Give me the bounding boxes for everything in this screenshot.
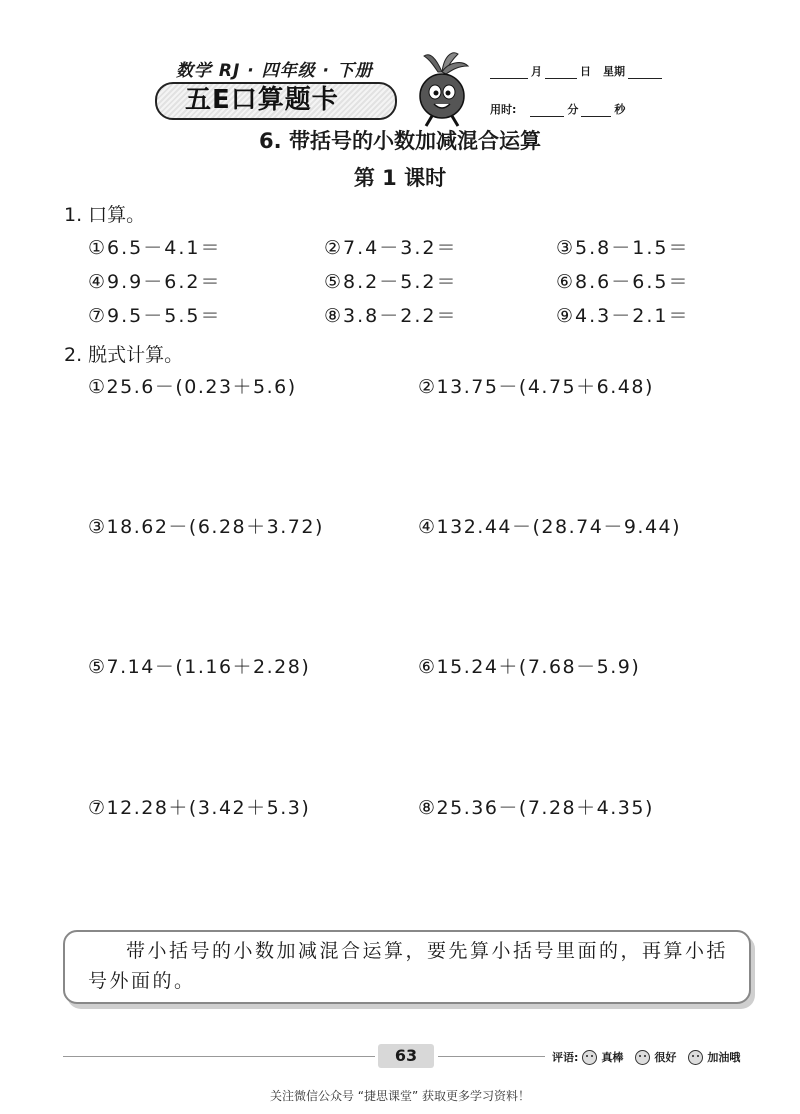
time-fields <box>490 101 625 117</box>
oral-item: ③5.8－1.5＝ <box>556 237 690 259</box>
oral-item: ⑤8.2－5.2＝ <box>324 271 458 293</box>
calc-item: ①25.6－(0.23＋5.6) <box>88 376 297 398</box>
oral-item: ⑥8.6－6.5＝ <box>556 271 690 293</box>
lesson-title: 第 1 课时 <box>353 166 447 190</box>
footer-note: 关注微信公众号 “捷思课堂” 获取更多学习资料！ <box>269 1089 531 1103</box>
calc-item: ⑦12.28＋(3.42＋5.3) <box>88 797 311 819</box>
seconds-label: 秒 <box>614 103 626 116</box>
rating-label-3: 加油哦 <box>707 1051 741 1064</box>
happy-face-icon[interactable] <box>635 1050 650 1065</box>
page-number: 63 <box>378 1044 434 1068</box>
rating-label-1: 真棒 <box>601 1051 624 1064</box>
oral-item: ④9.9－6.2＝ <box>88 271 222 293</box>
q1-heading: 1. 口算。 <box>64 204 146 226</box>
calc-item: ②13.75－(4.75＋6.48) <box>418 376 654 398</box>
comment-label: 评语: <box>552 1051 579 1064</box>
footer-rule-right <box>438 1056 545 1057</box>
comment-ratings <box>552 1049 740 1065</box>
oral-item: ①6.5－4.1＝ <box>88 237 222 259</box>
day-label: 日 <box>580 65 591 78</box>
calc-item: ⑤7.14－(1.16＋2.28) <box>88 656 311 678</box>
calc-item: ⑥15.24＋(7.68－5.9) <box>418 656 641 678</box>
month-blank[interactable] <box>490 67 528 79</box>
calc-item: ⑧25.36－(7.28＋4.35) <box>418 797 654 819</box>
weekday-label: 星期 <box>603 65 625 78</box>
day-blank[interactable] <box>545 67 577 79</box>
oral-item: ⑦9.5－5.5＝ <box>88 305 222 327</box>
smile-face-icon[interactable] <box>582 1050 597 1065</box>
oral-item: ②7.4－3.2＝ <box>324 237 458 259</box>
date-fields <box>490 63 662 79</box>
tip-text: 带小括号的小数加减混合运算，要先算小括号里面的，再算小括号外面的。 <box>88 940 729 992</box>
subject-label: 数学 RJ · 四年级 · 下册 <box>176 61 373 81</box>
footer-rule-left <box>63 1056 375 1057</box>
minutes-label: 分 <box>567 103 579 116</box>
oral-item: ⑧3.8－2.2＝ <box>324 305 458 327</box>
time-label: 用时: <box>490 103 517 116</box>
q2-heading: 2. 脱式计算。 <box>64 344 184 366</box>
calc-item: ③18.62－(6.28＋3.72) <box>88 516 324 538</box>
rating-label-2: 很好 <box>654 1051 677 1064</box>
cheer-face-icon[interactable] <box>688 1050 703 1065</box>
chapter-title: 6. 带括号的小数加减混合运算 <box>259 129 541 153</box>
minutes-blank[interactable] <box>530 105 564 117</box>
calc-item: ④132.44－(28.74－9.44) <box>418 516 682 538</box>
seconds-blank[interactable] <box>581 105 611 117</box>
weekday-blank[interactable] <box>628 67 662 79</box>
radish-mascot-icon <box>408 50 476 130</box>
book-title: 五E口算题卡 <box>185 85 339 115</box>
oral-item: ⑨4.3－2.1＝ <box>556 305 690 327</box>
month-label: 月 <box>531 65 542 78</box>
